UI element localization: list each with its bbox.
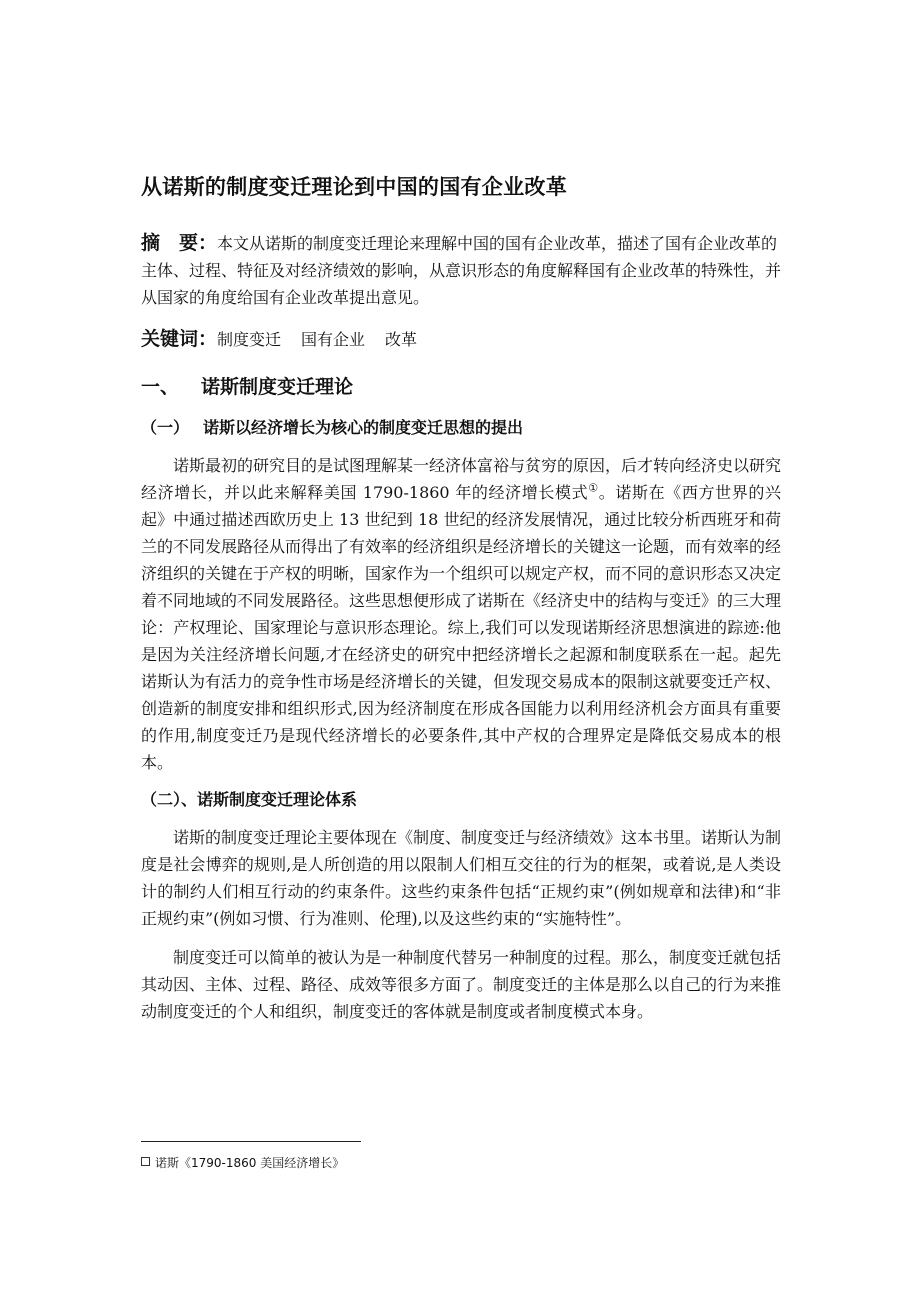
- subsection-title: 诺斯以经济增长为核心的制度变迁思想的提出: [203, 418, 524, 437]
- footnote-text: 诺斯《1790-1860 美国经济增长》: [155, 1156, 345, 1170]
- keyword-item: 改革: [385, 330, 418, 349]
- keywords: [141, 325, 781, 354]
- paper-title: 从诺斯的制度变迁理论到中国的国有企业改革: [141, 175, 567, 199]
- footnote-marker-icon: [141, 1157, 150, 1166]
- subsection-heading-1: [141, 414, 781, 442]
- paragraph-text-part-a: 诺斯最初的研究目的是试图理解某一经济体富裕与贫穷的原因，后才转向经济史以研究经济增长，并以此来解释美国 1790-1860 年的经济增长模式: [141, 456, 782, 502]
- abstract-text: 本文从诺斯的制度变迁理论来理解中国的国有企业改革，描述了国有企业改革的主体、过程、特征及对经济绩效的影响，从意识形态的角度解释国有企业改革的特殊性，并从国家的角度给国有企业改革提出意见。: [141, 234, 782, 307]
- abstract: [141, 230, 781, 311]
- footnote: [141, 1154, 344, 1172]
- subsection-number: （一）: [141, 418, 190, 437]
- footnote-reference[interactable]: ①: [588, 481, 599, 495]
- keyword-item: 制度变迁: [217, 330, 282, 349]
- keyword-item: 国有企业: [301, 330, 366, 349]
- section-title: 诺斯制度变迁理论: [201, 376, 354, 398]
- keywords-label: 关键词：: [141, 328, 218, 350]
- abstract-label: 摘 要：: [141, 232, 218, 254]
- body-paragraph: 制度变迁可以简单的被认为是一种制度代替另一种制度的过程。那么，制度变迁就包括其动因、主体、过程、路径、成效等很多方面了。制度变迁的主体是那么以自己的行为来推动制度变迁的个人和组织，制度变迁的客体就是制度或者制度模式本身。: [141, 948, 782, 1021]
- subsection-number: （二）、: [141, 790, 198, 809]
- body-paragraph: [141, 452, 781, 776]
- subsection-title: 诺斯制度变迁理论体系: [197, 790, 358, 809]
- footnote-divider: [141, 1141, 361, 1142]
- paper-body: [141, 170, 781, 1035]
- paragraph-text-part-b: 。诺斯在《西方世界的兴起》中通过描述西欧历史上 13 世纪到 18 世纪的经济发展情况，通过比较分析西班牙和荷兰的不同发展路径从而得出了有效率的经济组织是经济增长的关键这一论题，而有效率的经济组织的关键在于产权的明晰，国家作为一个组织可以规定产权，而不同的意识形态又决定着不同地域的不同发展路径。这些思想便形成了诺斯在《经济史中的结构与变迁》的三大理论：产权理论、国家理论与意识形态理论。综上,我们可以发现诺斯经济思想演进的踪迹:他是因为关注经济增长问题,才在经济史的研究中把经济增长之起源和制度联系在一起。起先诺斯认为有活力的竞争性市场是经济增长的关键，但发现交易成本的限制这就要变迁产权、创造新的制度安排和组织形式,因为经济制度在形成各国能力以利用经济机会方面具有重要的作用,制度变迁乃是现代经济增长的必要条件,其中产权的合理界定是降低交易成本的根本。: [141, 483, 782, 772]
- section-heading-1: [141, 372, 781, 402]
- body-paragraph: 诺斯的制度变迁理论主要体现在《制度、制度变迁与经济绩效》这本书里。诺斯认为制度是社会博弈的规则,是人所创造的用以限制人们相互交往的行为的框架，或着说,是人类设计的制约人们相互行动的约束条件。这些约束条件包括“正规约束”(例如规章和法律)和“非正规约束”(例如习惯、行为准则、伦理),以及这些约束的“实施特性”。: [141, 828, 782, 928]
- section-number: 一、: [141, 376, 180, 398]
- subsection-heading-2: [141, 786, 781, 814]
